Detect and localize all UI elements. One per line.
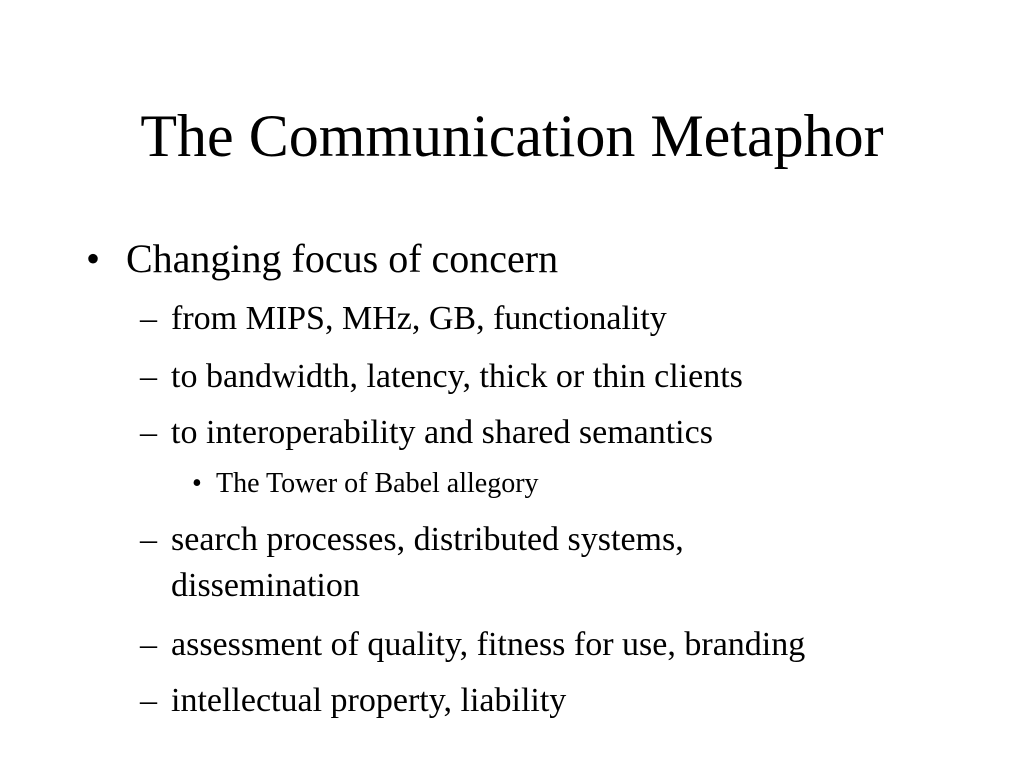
sub-item-intellectual-property: intellectual property, liability [171,682,567,719]
sub-item-search-processes: search processes, distributed systems, [171,521,684,558]
sub-item-search-processes-continuation: dissemination [171,567,360,604]
sub-item-assessment: assessment of quality, fitness for use, branding [171,626,806,663]
dash-icon: – [140,414,157,451]
dash-icon: – [140,521,157,558]
slide-title: The Communication Metaphor [140,103,884,169]
bullet-icon: • [192,468,202,499]
sub-item-from-mips: from MIPS, MHz, GB, functionality [171,300,667,337]
dash-icon: – [140,682,157,719]
bullet-icon: • [86,236,101,281]
sub-sub-item-tower-of-babel: The Tower of Babel allegory [216,468,539,499]
sub-item-interoperability: to interoperability and shared semantics [171,414,713,451]
dash-icon: – [140,626,157,663]
sub-item-bandwidth: to bandwidth, latency, thick or thin clients [171,358,743,395]
bullet-item-changing-focus: Changing focus of concern [126,236,559,281]
dash-icon: – [140,358,157,395]
dash-icon: – [140,300,157,337]
